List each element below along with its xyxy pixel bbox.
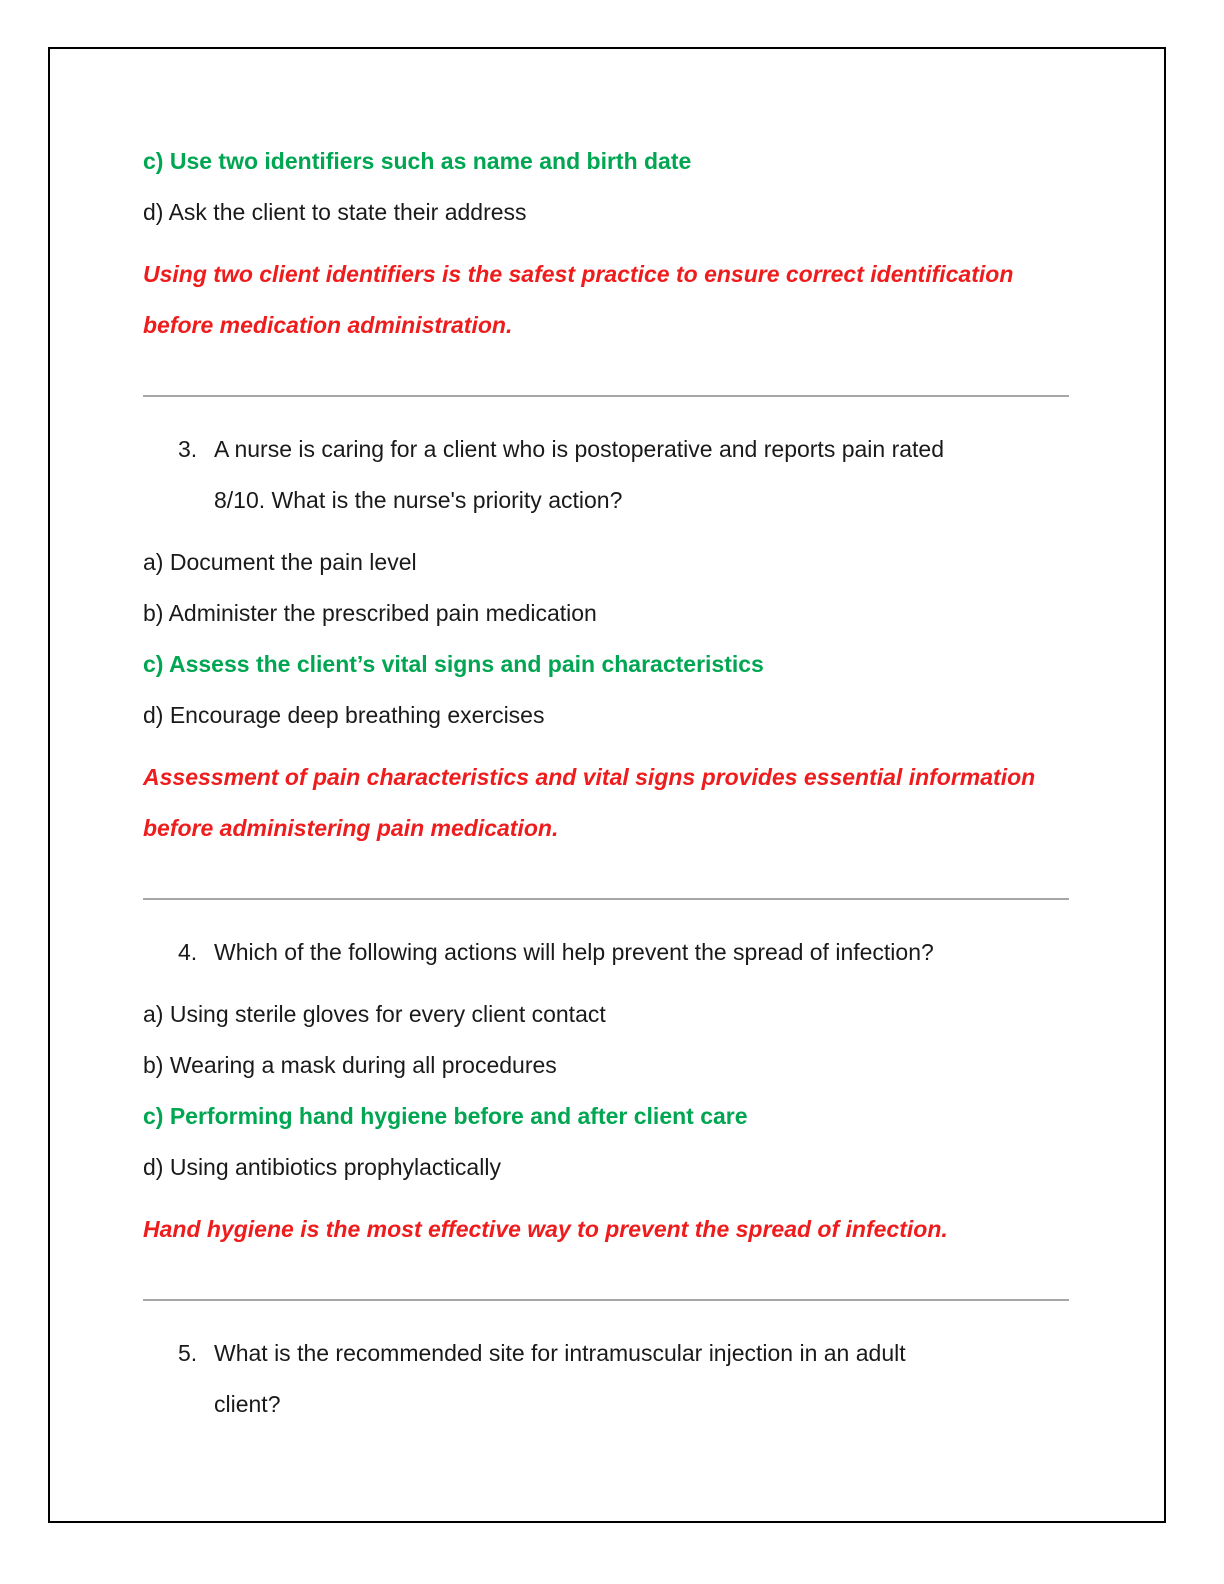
options (143, 989, 1073, 1193)
rationale-line: Hand hygiene is the most effective way to prevent the spread of infection. (143, 1216, 948, 1242)
option-d: d) Using antibiotics prophylactically (143, 1154, 501, 1180)
option-d: d) Ask the client to state their address (143, 199, 527, 225)
question-line: A nurse is caring for a client who is postoperative and reports pain rated (214, 436, 945, 462)
question-line: client? (214, 1391, 281, 1417)
option-b: b) Administer the prescribed pain medication (143, 600, 597, 626)
question-text (143, 927, 1073, 978)
option-b: b) Wearing a mask during all procedures (143, 1052, 557, 1078)
question-number: 5. (178, 1340, 198, 1366)
question-line: 8/10. What is the nurse's priority action? (214, 487, 623, 513)
rationale-line: before medication administration. (143, 312, 513, 338)
rationale-line: Using two client identifiers is the safest practice to ensure correct identification (143, 261, 1014, 287)
rationale-line: Assessment of pain characteristics and vital signs provides essential information (143, 764, 1036, 790)
question-line: What is the recommended site for intramuscular injection in an adult (214, 1340, 906, 1366)
rationale-line: before administering pain medication. (143, 815, 559, 841)
divider (143, 395, 1069, 397)
option-d: d) Encourage deep breathing exercises (143, 702, 545, 728)
divider (143, 898, 1069, 900)
question-5 (143, 1328, 1073, 1430)
question-text (143, 1328, 1073, 1430)
option-c-correct: c) Use two identifiers such as name and birth date (143, 148, 692, 174)
question-line: Which of the following actions will help prevent the spread of infection? (214, 939, 934, 965)
rationale (143, 752, 1073, 854)
question-4 (143, 927, 1073, 1255)
question-number: 4. (178, 939, 198, 965)
options (143, 537, 1073, 741)
document-content (143, 136, 1073, 1430)
question-number: 3. (178, 436, 198, 462)
question-3 (143, 424, 1073, 854)
divider (143, 1299, 1069, 1301)
rationale (143, 1204, 1073, 1255)
question-2-tail (143, 136, 1073, 351)
question-text (143, 424, 1073, 526)
option-c-correct: c) Assess the client’s vital signs and pain characteristics (143, 651, 764, 677)
option-a: a) Document the pain level (143, 549, 417, 575)
option-a: a) Using sterile gloves for every client contact (143, 1001, 606, 1027)
rationale (143, 249, 1073, 351)
option-c-correct: c) Performing hand hygiene before and after client care (143, 1103, 748, 1129)
